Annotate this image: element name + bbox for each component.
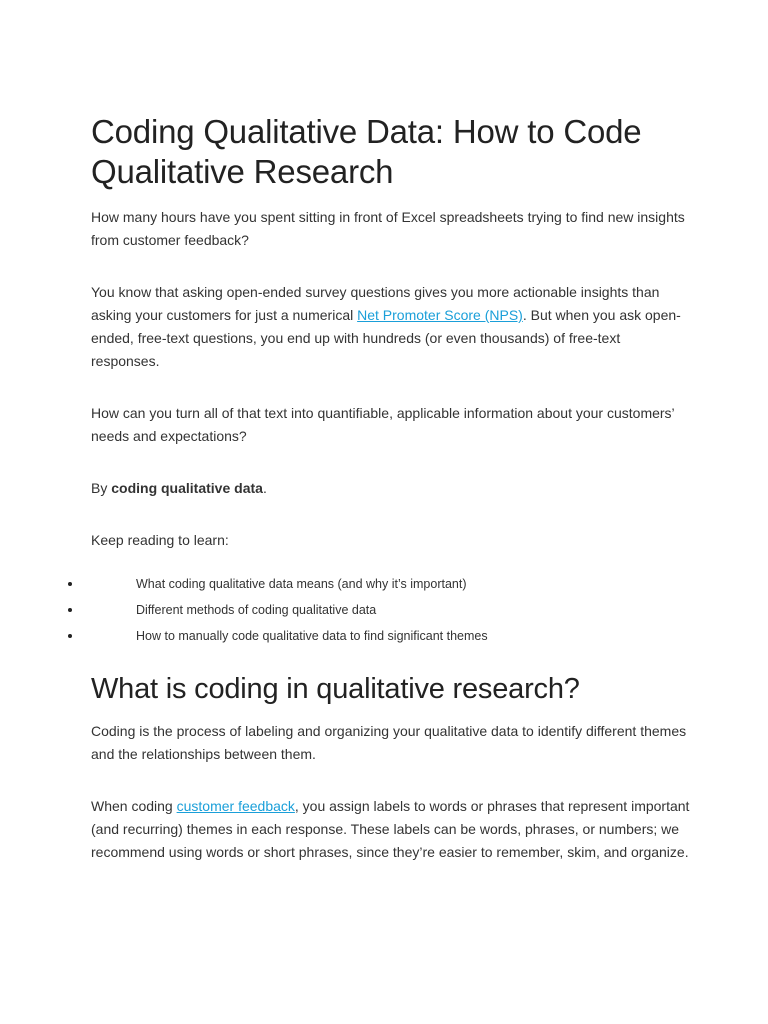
list-item-text: How to manually code qualitative data to find significant themes — [136, 629, 488, 643]
section-paragraph-2-text-end: , you assign labels to words or phrases that represent important (and recurring) themes in each response. These labels can be words, phrases, or numbers; we recommend using words or short phrases, since they’re easier to remember, skim, and organize. — [91, 798, 690, 860]
section-paragraph-2 — [91, 795, 691, 864]
section-paragraph-2-text: When coding — [91, 798, 177, 814]
intro-paragraph-1: How many hours have you spent sitting in front of Excel spreadsheets trying to find new insights from customer feedback? — [91, 209, 685, 248]
section-heading: What is coding in qualitative research? — [91, 673, 580, 705]
section-paragraph-1: Coding is the process of labeling and organizing your qualitative data to identify different themes and the relationships between them. — [91, 723, 687, 762]
customer-feedback-link[interactable]: customer feedback — [176, 798, 295, 814]
intro-paragraph-3: How can you turn all of that text into quantifiable, applicable information about your customers’ needs and expectations? — [91, 405, 675, 444]
bullet-icon — [68, 582, 72, 586]
intro-paragraph-5: Keep reading to learn: — [91, 532, 229, 548]
intro-paragraph-4-text: By — [91, 480, 112, 496]
list-item — [91, 571, 691, 597]
list-item — [91, 623, 691, 649]
nps-link[interactable]: Net Promoter Score (NPS) — [357, 307, 523, 323]
intro-paragraph-2 — [91, 281, 691, 373]
intro-paragraph-4-text-end: . — [262, 480, 267, 496]
intro-paragraph-2-text-end: . But when you ask open-ended, free-text questions, you end up with hundreds (or even thousands) of free-text responses. — [91, 307, 681, 369]
intro-paragraph-2-text: You know that asking open-ended survey questions gives you more actionable insights than asking your customers for just a numerical — [91, 284, 660, 323]
article-body — [91, 112, 691, 893]
article-title: Coding Qualitative Data: How to Code Qualitative Research — [91, 113, 642, 190]
list-item — [91, 597, 691, 623]
intro-paragraph-4 — [91, 477, 691, 500]
intro-paragraph-4-bold: coding qualitative data — [111, 480, 263, 496]
list-item-text: Different methods of coding qualitative data — [136, 603, 377, 617]
bullet-icon — [68, 608, 72, 612]
bullet-icon — [68, 634, 72, 638]
list-item-text: What coding qualitative data means (and why it’s important) — [136, 577, 467, 591]
learn-list — [91, 571, 691, 649]
